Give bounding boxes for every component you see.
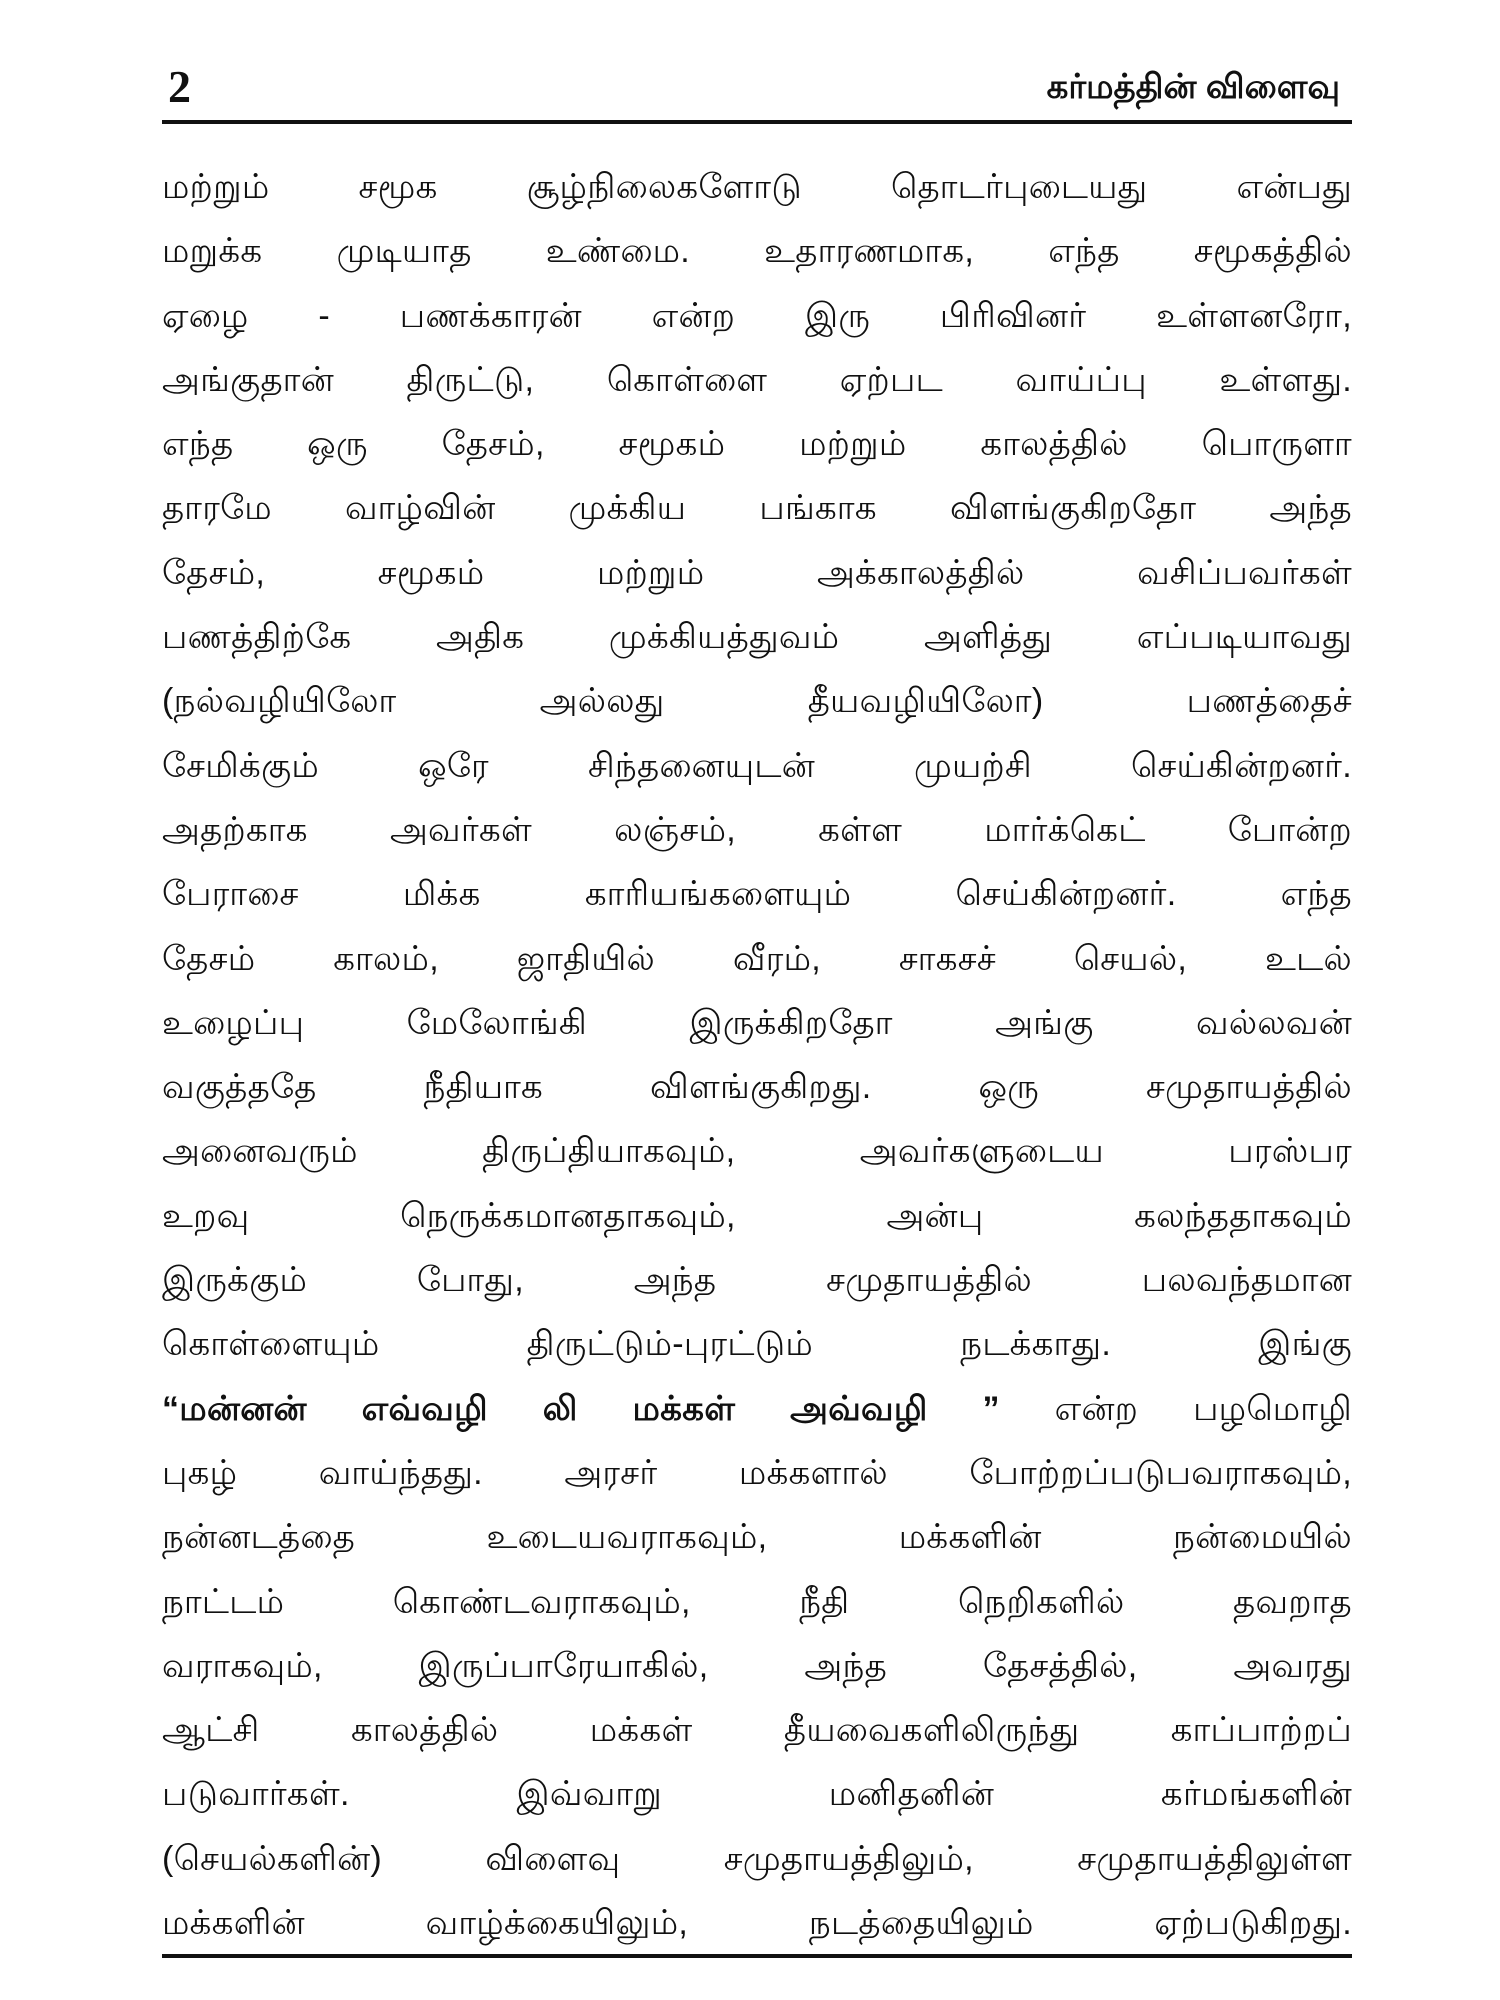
footer-rule xyxy=(162,1954,1352,1958)
text-line: அங்குதான் திருட்டு, கொள்ளை ஏற்பட வாய்ப்பு உள்ளது. xyxy=(162,360,1352,399)
text-line: மறுக்க முடியாத உண்மை. உதாரணமாக, எந்த சமூகத்தில் xyxy=(162,232,1352,271)
text-line: பேராசை மிக்க காரியங்களையும் செய்கின்றனர். எந்த xyxy=(162,875,1352,914)
text-line: மற்றும் சமூக சூழ்நிலைகளோடு தொடர்புடையது என்பது xyxy=(162,168,1352,206)
running-title: கர்மத்தின் விளைவு xyxy=(1046,68,1340,106)
text-line: ஆட்சி காலத்தில் மக்கள் தீயவைகளிலிருந்து காப்பாற்றப் xyxy=(162,1711,1352,1750)
proverb-rest: என்ற பழமொழி xyxy=(999,1389,1352,1428)
text-line: கொள்ளையும் திருட்டும்-புரட்டும் நடக்காது. இங்கு xyxy=(162,1325,1352,1364)
text-line: தாரமே வாழ்வின் முக்கிய பங்காக விளங்குகிறதோ அந்த xyxy=(162,489,1352,528)
header-rule xyxy=(162,120,1352,124)
text-line: இருக்கும் போது, அந்த சமுதாயத்தில் பலவந்தமான xyxy=(162,1261,1352,1300)
text-line: ஏழை - பணக்காரன் என்ற இரு பிரிவினர் உள்ளனரோ, xyxy=(162,296,1352,335)
text-line: மக்களின் வாழ்க்கையிலும், நடத்தையிலும் ஏற்படுகிறது. xyxy=(162,1904,1352,1943)
text-line: படுவார்கள். இவ்வாறு மனிதனின் கர்மங்களின் xyxy=(162,1775,1352,1814)
text-line: உறவு நெருக்கமானதாகவும், அன்பு கலந்ததாகவும் xyxy=(162,1196,1352,1235)
text-line: தேசம், சமூகம் மற்றும் அக்காலத்தில் வசிப்பவர்கள் xyxy=(162,553,1352,592)
text-line: சேமிக்கும் ஒரே சிந்தனையுடன் முயற்சி செய்கின்றனர். xyxy=(162,746,1352,785)
text-line: பணத்திற்கே அதிக முக்கியத்துவம் அளித்து எப்படியாவது xyxy=(162,618,1352,657)
proverb-quote: “மன்னன் எவ்வழி லி மக்கள் அவ்வழி ” xyxy=(162,1389,1000,1428)
body-text xyxy=(162,155,1352,1955)
text-line: தேசம் காலம், ஜாதியில் வீரம், சாகசச் செயல், உடல் xyxy=(162,939,1352,978)
text-line: எந்த ஒரு தேசம், சமூகம் மற்றும் காலத்தில் பொருளா xyxy=(162,425,1352,464)
proverb-line xyxy=(162,1377,1352,1441)
text-line: நன்னடத்தை உடையவராகவும், மக்களின் நன்மையில் xyxy=(162,1518,1352,1557)
text-line: அனைவரும் திருப்தியாகவும், அவர்களுடைய பரஸ்பர xyxy=(162,1132,1352,1171)
text-line: அதற்காக அவர்கள் லஞ்சம், கள்ள மார்க்கெட் போன்ற xyxy=(162,810,1352,849)
text-line: புகழ் வாய்ந்தது. அரசர் மக்களால் போற்றப்படுபவராகவும், xyxy=(162,1453,1352,1492)
page-number: 2 xyxy=(168,61,191,112)
text-line: வராகவும், இருப்பாரேயாகில், அந்த தேசத்தில், அவரது xyxy=(162,1646,1352,1685)
text-line: (நல்வழியிலோ அல்லது தீயவழியிலோ) பணத்தைச் xyxy=(162,682,1352,721)
text-line: வகுத்ததே நீதியாக விளங்குகிறது. ஒரு சமுதாயத்தில் xyxy=(162,1068,1352,1107)
text-line: நாட்டம் கொண்டவராகவும், நீதி நெறிகளில் தவறாத xyxy=(162,1582,1352,1621)
text-line: உழைப்பு மேலோங்கி இருக்கிறதோ அங்கு வல்லவன் xyxy=(162,1003,1352,1042)
text-line: (செயல்களின்) விளைவு சமுதாயத்திலும், சமுதாயத்திலுள்ள xyxy=(162,1839,1352,1878)
